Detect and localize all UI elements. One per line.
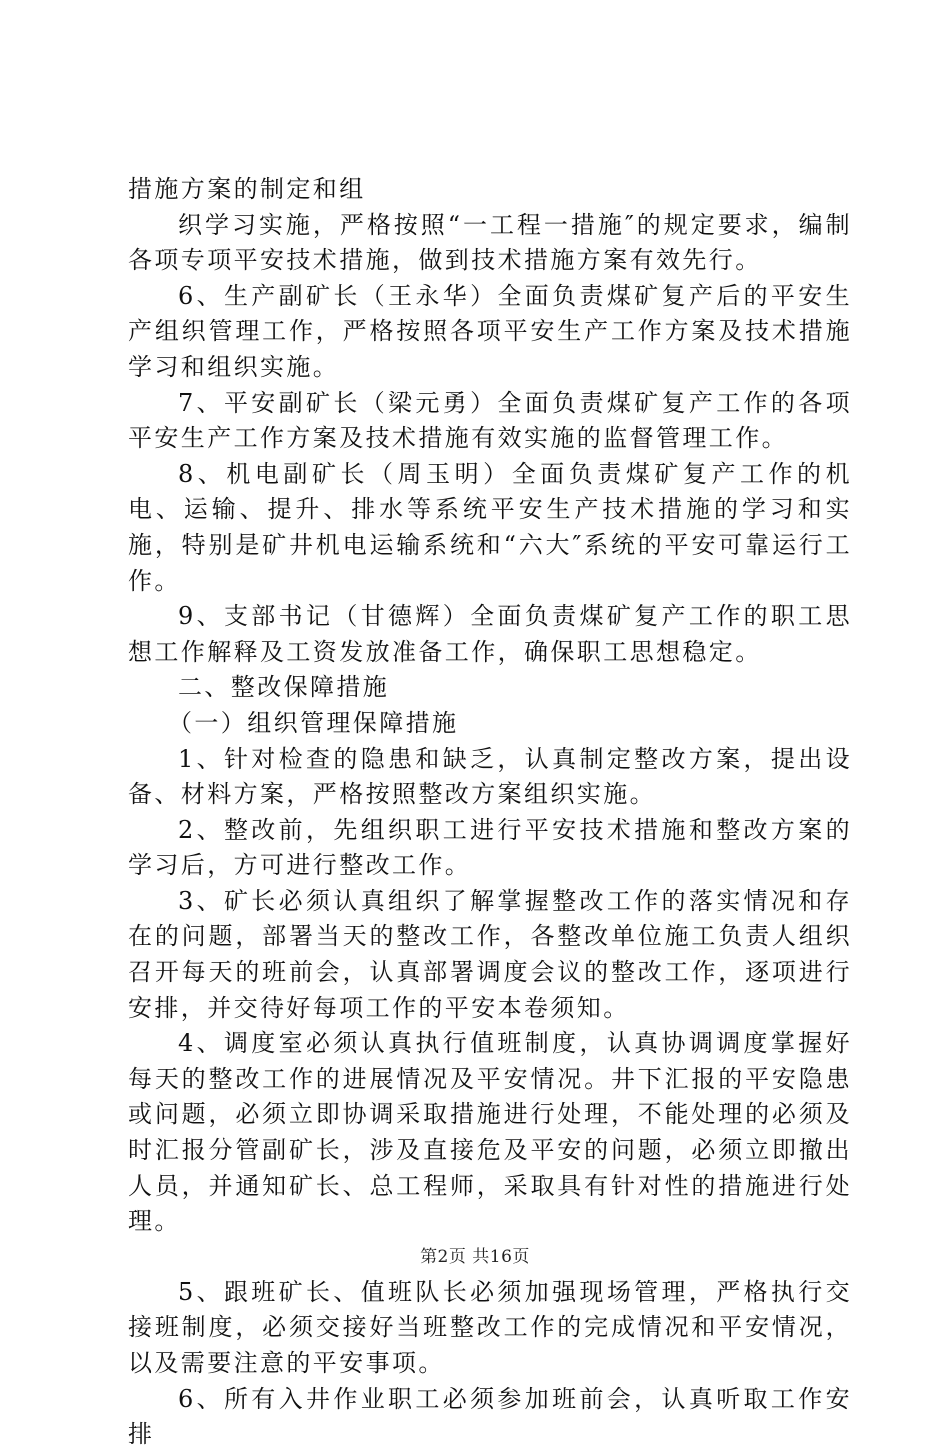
paragraph-measure-3: 3、矿长必须认真组织了解掌握整改工作的落实情况和存在的问题，部署当天的整改工作，各整改单位施工负责人组织召开每天的班前会，认真部署调度会议的整改工作，逐项进行安排，并交待好每项工作的平安本卷须知。 [128, 886, 852, 1022]
paragraph-item-9-party-secretary: 9、支部书记（甘德辉）全面负责煤矿复产工作的职工思想工作解释及工资发放准备工作，确保职工思想稳定。 [128, 602, 852, 666]
subsection-heading: （一）组织管理保障措施 [168, 708, 459, 737]
section-heading: 二、整改保障措施 [178, 673, 390, 702]
paragraph-item-6-production: 6、生产副矿长（王永华）全面负责煤矿复产后的平安生产组织管理工作，严格按照各项平安生产工作方案及技术措施学习和组织实施。 [128, 281, 852, 381]
paragraph-measure-4: 4、调度室必须认真执行值班制度，认真协调调度掌握好每天的整改工作的进展情况及平安情况。井下汇报的平安隐患或问题，必须立即协调采取措施进行处理，不能处理的必须及时汇报分管副矿长，涉及直接危及平安的问题，必须立即撤出人员，并通知矿长、总工程师，采取具有针对性的措施进行处理。 [128, 1029, 852, 1236]
paragraph-item-8-electromechanical: 8、机电副矿长（周玉明）全面负责煤矿复产工作的机电、运输、提升、排水等系统平安生产技术措施的学习和实施，特别是矿井机电运输系统和“六大″系统的平安可靠运行工作。 [128, 459, 852, 595]
paragraph-measure-6: 6、所有入井作业职工必须参加班前会，认真听取工作安排 [128, 1384, 852, 1449]
paragraph-continuation-body: 织学习实施，严格按照“一工程一措施″的规定要求，编制各项专项平安技术措施，做到技术措施方案有效先行。 [128, 210, 852, 275]
page-number: 第2页 共16页 [420, 1247, 530, 1267]
paragraph-measure-1: 1、针对检查的隐患和缺乏，认真制定整改方案，提出设备、材料方案，严格按照整改方案组织实施。 [128, 744, 852, 809]
paragraph-measure-5: 5、跟班矿长、值班队长必须加强现场管理，严格执行交接班制度，必须交接好当班整改工作的完成情况和平安情况，以及需要注意的平安事项。 [128, 1277, 852, 1377]
paragraph-continuation: 措施方案的制定和组 [128, 175, 366, 203]
paragraph-item-7-safety: 7、平安副矿长（梁元勇）全面负责煤矿复产工作的各项平安生产工作方案及技术措施有效实施的监督管理工作。 [128, 388, 852, 453]
paragraph-measure-2: 2、整改前，先组织职工进行平安技术措施和整改方案的学习后，方可进行整改工作。 [128, 815, 852, 880]
